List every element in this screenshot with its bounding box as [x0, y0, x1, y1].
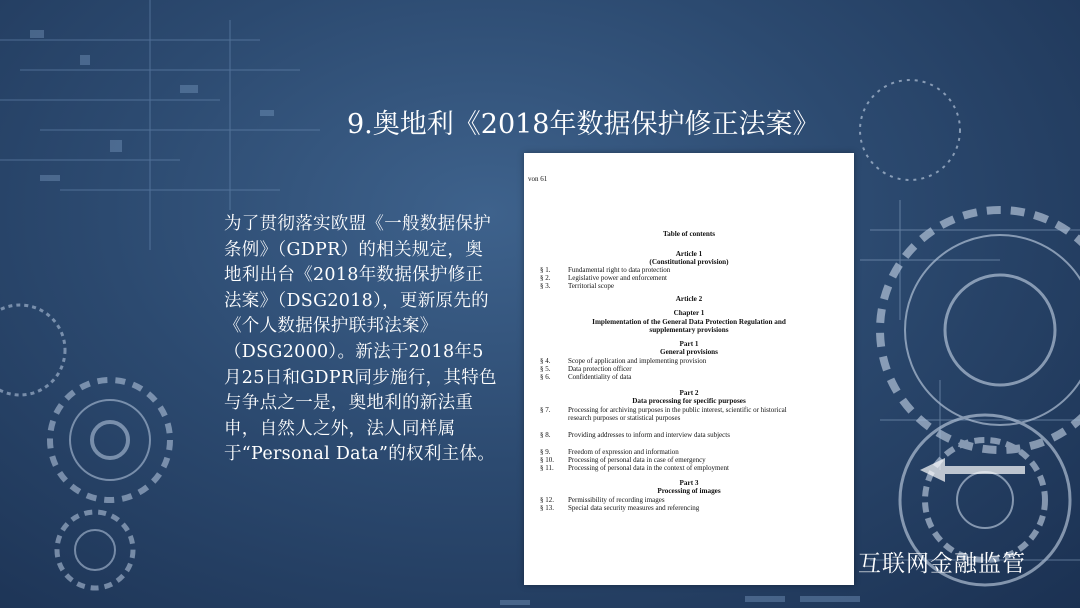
slide-title: 9.奥地利《2018年数据保护修正法案》	[347, 109, 820, 140]
toc-row: § 13. Special data security measures and referencing	[540, 504, 700, 512]
toc-row: § 10. Processing of personal data in case of emergency	[540, 456, 706, 464]
doc-part-3: Part 3	[679, 479, 699, 487]
doc-chapter-1: Chapter 1	[673, 309, 705, 317]
doc-toc-title: Table of contents	[662, 230, 716, 238]
toc-row: § 7. Processing for archiving purposes in the public interest, scientific or historical research purposes or statistical purposes	[540, 406, 787, 422]
watermark	[818, 543, 1026, 579]
toc-row: § 11. Processing of personal data in the context of employment	[540, 464, 729, 472]
doc-part-1-title: General provisions	[660, 348, 718, 356]
doc-article-2: Article 2	[675, 295, 703, 303]
doc-part-1: Part 1	[679, 340, 699, 348]
doc-article-1: Article 1	[675, 250, 703, 258]
doc-part-2: Part 2	[679, 389, 699, 397]
toc-row: § 8. Providing addresses to inform and interview data subjects	[540, 431, 730, 439]
toc-row: § 6. Confidentiality of data	[540, 373, 632, 381]
document-image	[524, 153, 854, 585]
toc-row: § 9. Freedom of expression and information	[540, 448, 679, 456]
toc-row: § 12. Permissibility of recording images	[540, 496, 665, 504]
doc-chapter-1-title-2: supplementary provisions	[649, 326, 729, 334]
slide-body-text: 为了贯彻落实欧盟《一般数据保护条例》（GDPR）的相关规定，奥地利出台《2018年数据保护修正法案》（DSG2018），更新原先的《个人数据保护联邦法案》（DSG2000）。新法于2018年5月25日和GDPR同步施行，其特色与争点之一是，奥地利的新法重申，自然人之外，法人同样属于“Personal Data”的权利主体。	[224, 214, 497, 465]
wechat-icon	[818, 547, 850, 575]
toc-row: § 1. Fundamental right to data protection	[540, 266, 671, 274]
doc-corner-text: von 61	[528, 175, 548, 183]
watermark-text: 互联网金融监管	[858, 550, 1026, 577]
doc-part-3-title: Processing of images	[657, 487, 721, 495]
toc-row: § 4. Scope of application and implementing provision	[540, 357, 707, 365]
doc-part-2-title: Data processing for specific purposes	[632, 397, 746, 405]
doc-article-1-sub: (Constitutional provision)	[649, 258, 729, 266]
toc-row: § 5. Data protection officer	[540, 365, 632, 373]
doc-chapter-1-title: Implementation of the General Data Protection Regulation and	[592, 318, 786, 326]
toc-row: § 3. Territorial scope	[540, 282, 614, 290]
toc-row: § 2. Legislative power and enforcement	[540, 274, 667, 282]
